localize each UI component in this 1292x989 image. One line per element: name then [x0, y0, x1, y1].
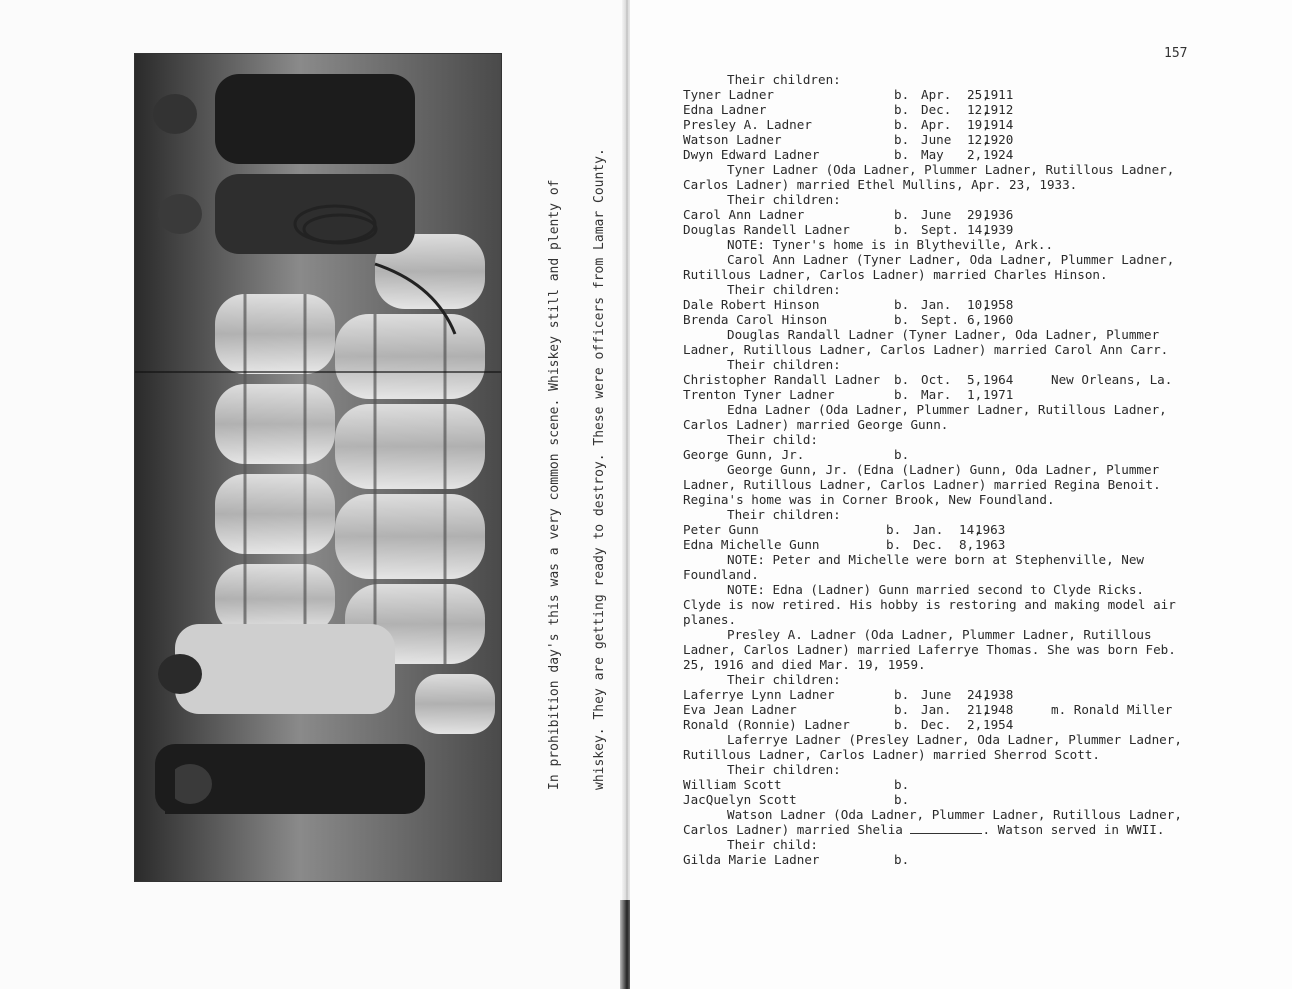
- paragraph-text: Carlos Ladner) married Shelia: [683, 822, 903, 837]
- child-name: Carol Ann Ladner: [683, 207, 805, 222]
- paragraph-line: Carol Ann Ladner (Tyner Ladner, Oda Ladner, Plummer Ladner,: [727, 252, 1175, 267]
- birth-year: 1924: [983, 147, 1014, 162]
- birth-year: 1963: [975, 522, 1006, 537]
- paragraph-text: . Watson served in WWII.: [982, 822, 1165, 837]
- child-name: Douglas Randell Ladner: [683, 222, 850, 237]
- birth-day: 25,: [967, 87, 990, 102]
- birth-month: Apr.: [921, 87, 952, 102]
- birth-day: 1,: [967, 387, 983, 402]
- birth-year: 1948: [983, 702, 1014, 717]
- child-name: Edna Ladner: [683, 102, 767, 117]
- birth-year: 1954: [983, 717, 1014, 732]
- birth-month: Mar.: [921, 387, 952, 402]
- birth-day: 21,: [967, 702, 990, 717]
- birth-day: 10,: [967, 297, 990, 312]
- birth-day: 14,: [959, 522, 982, 537]
- born-label: b.: [894, 132, 910, 147]
- birth-month: Jan.: [921, 297, 952, 312]
- born-label: b.: [894, 387, 910, 402]
- section-heading: Their children:: [727, 762, 841, 777]
- born-label: b.: [894, 312, 910, 327]
- birth-month: Jan.: [921, 702, 952, 717]
- page-number: 157: [1164, 46, 1188, 61]
- caption-line: In prohibition day's this was a very common scene. Whiskey still and plenty of: [547, 179, 562, 790]
- birth-day: 5,: [967, 372, 983, 387]
- birth-month: Apr.: [921, 117, 952, 132]
- born-label: b.: [894, 372, 910, 387]
- section-heading: Their children:: [727, 72, 841, 87]
- child-name: Edna Michelle Gunn: [683, 537, 820, 552]
- birth-day: 12,: [967, 132, 990, 147]
- birth-year: 1936: [983, 207, 1014, 222]
- child-name: Brenda Carol Hinson: [683, 312, 828, 327]
- birth-month: Oct.: [921, 372, 952, 387]
- paragraph-line: Regina's home was in Corner Brook, New Foundland.: [683, 492, 1055, 507]
- born-label: b.: [886, 537, 902, 552]
- note-line: NOTE: Edna (Ladner) Gunn married second to Clyde Ricks.: [727, 582, 1145, 597]
- paragraph-line: planes.: [683, 612, 737, 627]
- birth-year: 1938: [983, 687, 1014, 702]
- birth-month: Dec.: [921, 102, 952, 117]
- child-name: Peter Gunn: [683, 522, 759, 537]
- birth-day: 29,: [967, 207, 990, 222]
- birth-year: 1958: [983, 297, 1014, 312]
- born-label: b.: [894, 147, 910, 162]
- section-heading: Their children:: [727, 282, 841, 297]
- birth-month: June: [921, 132, 952, 147]
- birth-day: 24,: [967, 687, 990, 702]
- paragraph-line: Rutillous Ladner, Carlos Ladner) married Charles Hinson.: [683, 267, 1108, 282]
- birth-year: 1939: [983, 222, 1014, 237]
- child-name: Tyner Ladner: [683, 87, 774, 102]
- birth-day: 2,: [967, 717, 983, 732]
- photo-illustration: [135, 54, 501, 881]
- paragraph-line: Clyde is now retired. His hobby is restoring and making model air: [683, 597, 1176, 612]
- blank-line: [910, 823, 982, 834]
- birth-day: 19,: [967, 117, 990, 132]
- paragraph-line: Laferrye Ladner (Presley Ladner, Oda Ladner, Plummer Ladner,: [727, 732, 1182, 747]
- photograph: [134, 53, 502, 882]
- birth-month: Jan.: [913, 522, 944, 537]
- note-line: NOTE: Tyner's home is in Blytheville, Ark..: [727, 237, 1054, 252]
- child-name: Eva Jean Ladner: [683, 702, 797, 717]
- birth-month: May: [921, 147, 944, 162]
- child-name: Presley A. Ladner: [683, 117, 812, 132]
- paragraph-line: Presley A. Ladner (Oda Ladner, Plummer Ladner, Rutillous: [727, 627, 1152, 642]
- child-name: George Gunn, Jr.: [683, 447, 805, 462]
- child-name: Gilda Marie Ladner: [683, 852, 820, 867]
- birth-month: June: [921, 207, 952, 222]
- note-line: Foundland.: [683, 567, 759, 582]
- child-name: Dale Robert Hinson: [683, 297, 820, 312]
- born-label: b.: [894, 792, 910, 807]
- section-heading: Their children:: [727, 192, 841, 207]
- born-label: b.: [894, 87, 910, 102]
- birth-year: 1912: [983, 102, 1014, 117]
- caption-line: whiskey. They are getting ready to destroy. These were officers from Lamar County.: [592, 148, 607, 790]
- birth-day: 6,: [967, 312, 983, 327]
- birth-day: 2,: [967, 147, 983, 162]
- child-name: William Scott: [683, 777, 782, 792]
- paragraph-line: Ladner, Carlos Ladner) married Laferrye Thomas. She was born Feb.: [683, 642, 1176, 657]
- born-label: b.: [894, 207, 910, 222]
- birth-year: 1911: [983, 87, 1014, 102]
- born-label: b.: [894, 297, 910, 312]
- paragraph-line: 25, 1916 and died Mar. 19, 1959.: [683, 657, 926, 672]
- birth-year: 1960: [983, 312, 1014, 327]
- paragraph-line: Ladner, Rutillous Ladner, Carlos Ladner) married Carol Ann Carr.: [683, 342, 1169, 357]
- paragraph-line: Watson Ladner (Oda Ladner, Plummer Ladner, Rutillous Ladner,: [727, 807, 1182, 822]
- birth-year: 1971: [983, 387, 1014, 402]
- born-label: b.: [894, 777, 910, 792]
- birth-day: 8,: [959, 537, 975, 552]
- birth-year: 1920: [983, 132, 1014, 147]
- paragraph-line: George Gunn, Jr. (Edna (Ladner) Gunn, Oda Ladner, Plummer: [727, 462, 1160, 477]
- born-label: b.: [894, 852, 910, 867]
- birth-month: Dec.: [921, 717, 952, 732]
- left-page: [0, 0, 626, 989]
- birth-year: 1914: [983, 117, 1014, 132]
- photo-caption: [517, 148, 607, 790]
- paragraph-line: Rutillous Ladner, Carlos Ladner) married Sherrod Scott.: [683, 747, 1101, 762]
- child-name: Laferrye Lynn Ladner: [683, 687, 835, 702]
- birth-day: 12,: [967, 102, 990, 117]
- child-name: Dwyn Edward Ladner: [683, 147, 820, 162]
- birth-month: Dec.: [913, 537, 944, 552]
- section-heading: Their child:: [727, 432, 818, 447]
- birth-year: 1964: [983, 372, 1014, 387]
- born-label: b.: [894, 447, 910, 462]
- born-label: b.: [894, 702, 910, 717]
- paragraph-line: Carlos Ladner) married Ethel Mullins, Apr. 23, 1933.: [683, 177, 1078, 192]
- note-line: NOTE: Peter and Michelle were born at Stephenville, New: [727, 552, 1145, 567]
- paragraph-line: [683, 822, 1164, 837]
- born-label: b.: [886, 522, 902, 537]
- child-name: JacQuelyn Scott: [683, 792, 797, 807]
- born-label: b.: [894, 687, 910, 702]
- paragraph-line: Tyner Ladner (Oda Ladner, Plummer Ladner, Rutillous Ladner,: [727, 162, 1175, 177]
- birth-day: 14,: [967, 222, 990, 237]
- born-label: b.: [894, 717, 910, 732]
- section-heading: Their child:: [727, 837, 818, 852]
- section-heading: Their children:: [727, 507, 841, 522]
- child-name: Trenton Tyner Ladner: [683, 387, 835, 402]
- born-label: b.: [894, 102, 910, 117]
- section-heading: Their children:: [727, 672, 841, 687]
- paragraph-line: Douglas Randall Ladner (Tyner Ladner, Oda Ladner, Plummer: [727, 327, 1160, 342]
- birth-month: Sept.: [921, 312, 959, 327]
- marriage-note: m. Ronald Miller: [1051, 702, 1173, 717]
- child-name: Christopher Randall Ladner: [683, 372, 881, 387]
- birth-month: Sept.: [921, 222, 959, 237]
- section-heading: Their children:: [727, 357, 841, 372]
- birth-year: 1963: [975, 537, 1006, 552]
- birth-month: June: [921, 687, 952, 702]
- paragraph-line: Ladner, Rutillous Ladner, Carlos Ladner) married Regina Benoit.: [683, 477, 1161, 492]
- birthplace: New Orleans, La.: [1051, 372, 1173, 387]
- born-label: b.: [894, 117, 910, 132]
- born-label: b.: [894, 222, 910, 237]
- paragraph-line: Carlos Ladner) married George Gunn.: [683, 417, 949, 432]
- paragraph-line: Edna Ladner (Oda Ladner, Plummer Ladner, Rutillous Ladner,: [727, 402, 1167, 417]
- child-name: Watson Ladner: [683, 132, 782, 147]
- child-name: Ronald (Ronnie) Ladner: [683, 717, 850, 732]
